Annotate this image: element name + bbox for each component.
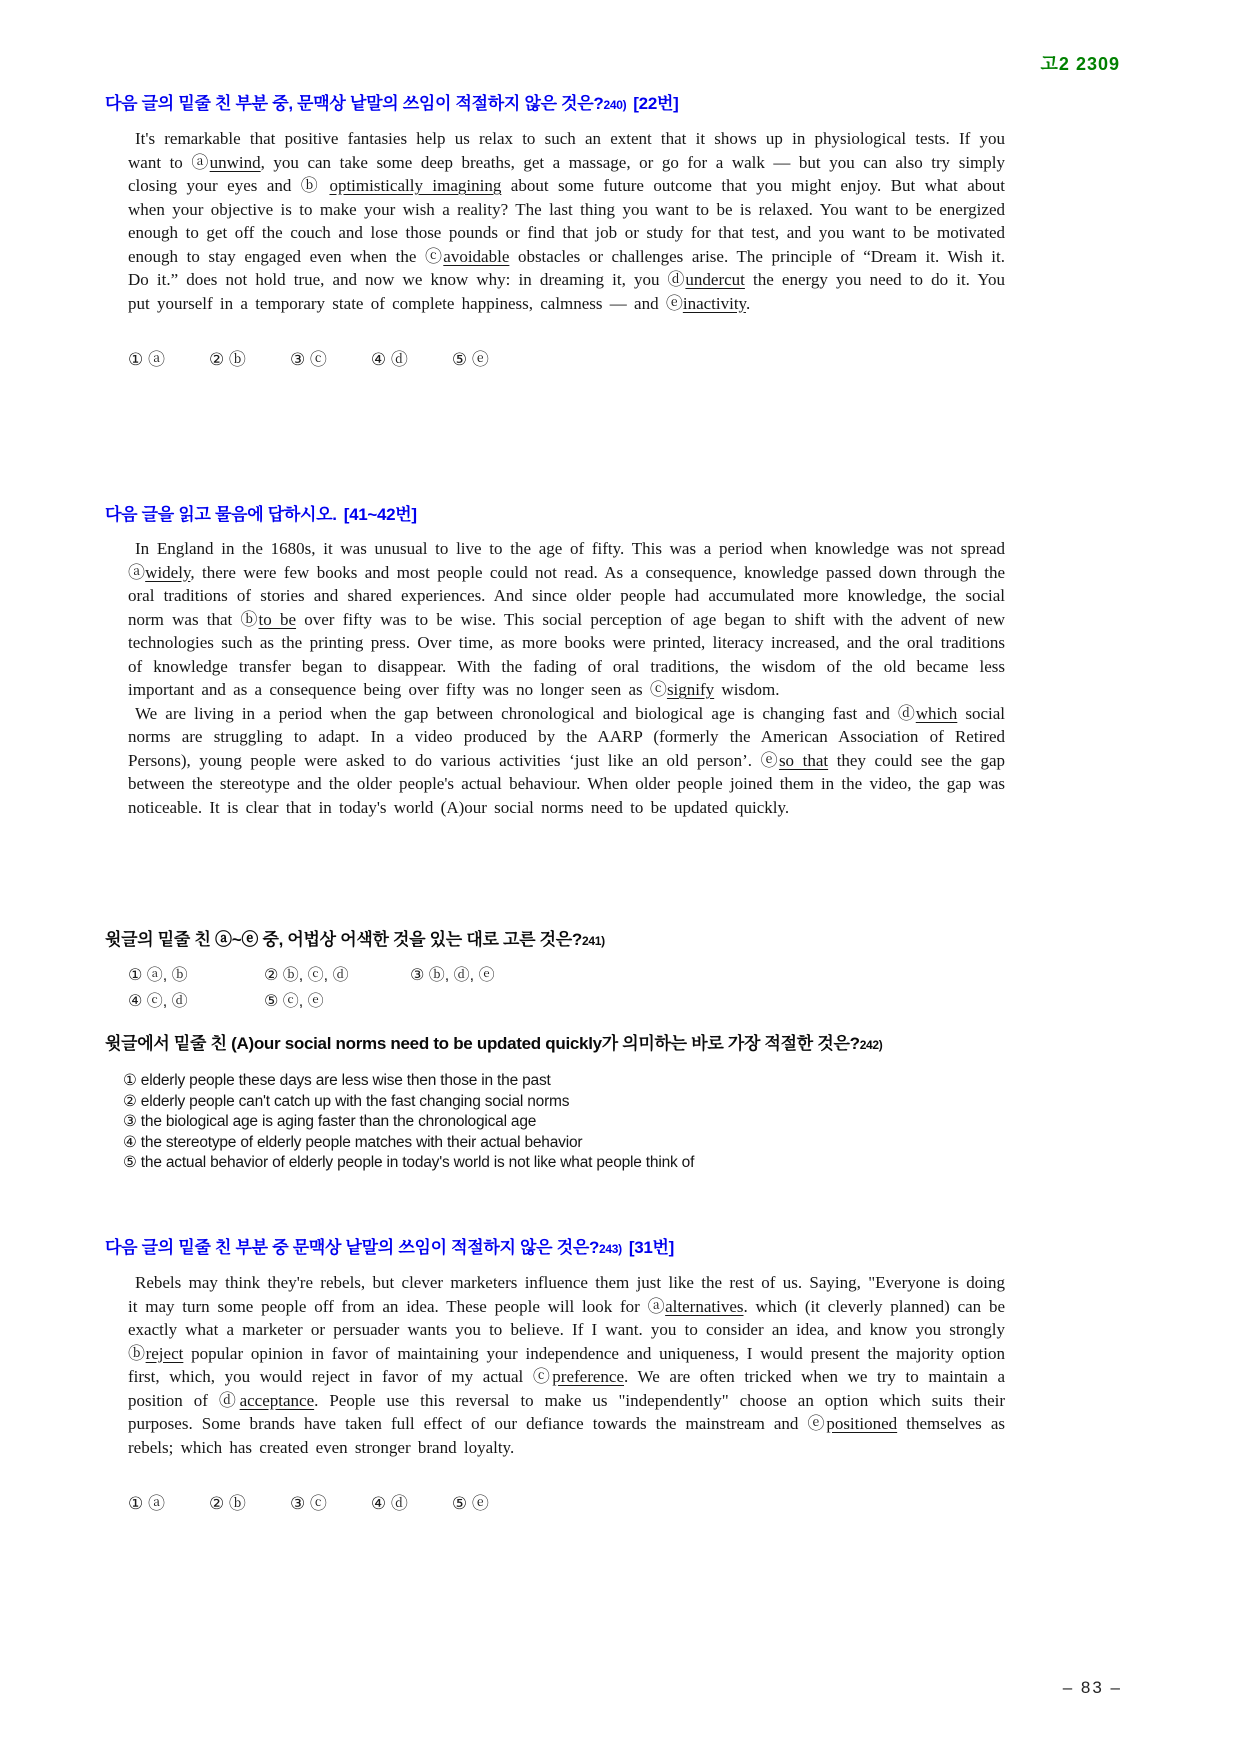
underlined-word: reject <box>145 1343 184 1363</box>
option-2: ② elderly people can't catch up with the fast changing social norms <box>123 1092 570 1110</box>
underlined-word: optimistically imagining <box>329 176 502 195</box>
question-242-section <box>105 1032 1010 1174</box>
underlined-word: preference <box>552 1367 624 1386</box>
choice-4: ④ ⓒ, ⓓ <box>128 993 188 1010</box>
question-243-section <box>105 1236 1010 1514</box>
option-4: ④ the stereotype of elderly people matches with their actual behavior <box>123 1133 583 1151</box>
passage-text: We are living in a period when the gap between chronological and biological age is changing fast and ⓓ <box>135 703 916 723</box>
question-242-title-text: 윗글에서 밑줄 친 (A)our social norms need to be updated quickly가 의미하는 바로 가장 적절한 것은? <box>105 1034 860 1053</box>
choice-4: ④ ⓓ <box>370 1494 408 1513</box>
passage-text: themselves as rebels; which has created even stronger brand loyalty. <box>128 1414 1006 1457</box>
passage-text: wisdom. <box>714 680 780 699</box>
question-240-title <box>105 92 1010 117</box>
option-5: ⑤ the actual behavior of elderly people in today's world is not like what people think of <box>123 1154 695 1171</box>
underlined-word: to be <box>258 609 297 629</box>
passage-41-42-number-tag: [41~42번] <box>343 505 417 524</box>
question-242-title <box>105 1032 1010 1057</box>
question-240-footnote: 240) <box>603 98 627 112</box>
question-241-title-text: 윗글의 밑줄 친 ⓐ~ⓔ 중, 어법상 어색한 것을 있는 대로 고른 것은? <box>105 930 582 949</box>
option-3: ③ the biological age is aging faster than the chronological age <box>123 1113 537 1130</box>
passage-text: . which (it cleverly planned) can be exactly what a marketer or persuader wants you to believe. If I want. you to consider an idea, and know you strongly ⓑ <box>128 1296 1005 1363</box>
question-240-section <box>105 92 1010 370</box>
question-243-title-text: 다음 글의 밑줄 친 부분 중 문맥상 낱말의 쓰임이 적절하지 않은 것은? <box>105 1238 600 1257</box>
choice-2: ② ⓑ <box>208 350 246 369</box>
question-242-footnote: 242) <box>859 1038 883 1052</box>
choice-3: ③ ⓑ, ⓓ, ⓔ <box>410 967 495 984</box>
passage-41-42-paragraph-2 <box>128 702 1005 820</box>
question-240-passage <box>128 127 1005 315</box>
choice-3: ③ ⓒ <box>289 1494 327 1513</box>
underlined-word: unwind <box>209 152 261 172</box>
page-header-code: 고2 2309 <box>1040 54 1120 74</box>
question-242-options <box>123 1071 1010 1174</box>
passage-text: , you can take some deep breaths, get a massage, or go for a walk — but you can also try simply closing your eyes and ⓑ <box>128 152 1005 195</box>
passage-41-42-paragraph-1 <box>128 537 1005 702</box>
question-240-choices <box>128 345 1010 370</box>
choice-1: ① ⓐ, ⓑ <box>128 967 188 984</box>
question-240-title-text: 다음 글의 밑줄 친 부분 중, 문맥상 낱말의 쓰임이 적절하지 않은 것은? <box>105 94 604 113</box>
question-243-choices <box>128 1489 1010 1514</box>
underlined-word: positioned <box>826 1414 898 1433</box>
choice-5: ⑤ ⓔ <box>451 350 489 369</box>
underlined-word: undercut <box>685 270 745 289</box>
choice-2: ② ⓑ, ⓒ, ⓓ <box>264 967 349 984</box>
choice-3: ③ ⓒ <box>289 350 327 369</box>
choice-1: ① ⓐ <box>128 1494 165 1513</box>
passage-text: Rebels may think they're rebels, but clever marketers influence them just like the rest of us. Saying, "Everyone is doing it may turn some people off from an idea. These people will look for ⓐ <box>128 1273 1005 1316</box>
passage-text: popular opinion in favor of maintaining your independence and uniqueness, I would present the majority option first, which, you would reject in favor of my actual ⓒ <box>128 1343 1006 1386</box>
underlined-word: alternatives <box>665 1296 744 1316</box>
question-241-footnote: 241) <box>582 934 605 948</box>
passage-text: It's remarkable that positive fantasies help us relax to such an extent that it shows up in physiological tests. If you want to ⓐ <box>128 129 1005 172</box>
question-241-title <box>105 928 1010 953</box>
passage-41-42-title <box>105 503 1010 527</box>
passage-text: In England in the 1680s, it was unusual to live to the age of fifty. This was a period when knowledge was not spread ⓐ <box>128 539 1005 582</box>
underlined-word: avoidable <box>443 246 510 266</box>
question-241-section <box>105 928 1010 1013</box>
passage-text: about some future outcome that you might enjoy. But what about when your objective is to make your wish a reality? The last thing you want to be is relaxed. You want to be energized enough to get off the couch and lose those pounds or find that job or study for that test, and you want to be motivated enough to stay engaged even when the ⓒ <box>128 176 1005 266</box>
question-240-number-tag: [22번] <box>633 94 679 113</box>
passage-text: over fifty was to be wise. This social perception of age began to shift with the advent of new technologies such as the printing press. Over time, as more books were printed, literacy increased, and the oral traditions of knowledge transfer began to disappear. With the fading of oral traditions, the wisdom of the old became less important and as a consequence being over fifty was no longer seen as ⓒ <box>128 609 1005 699</box>
underlined-word: inactivity <box>682 293 746 313</box>
passage-text: social norms are struggling to adapt. In a video produced by the AARP (formerly the American Association of Retired Persons), young people were asked to do various activities ‘just like an old person’. ⓔ <box>128 703 1006 770</box>
choice-5: ⑤ ⓔ <box>451 1494 489 1513</box>
question-243-footnote: 243) <box>599 1242 622 1256</box>
question-241-choices <box>128 965 1010 1013</box>
page-number: – 83 – <box>1062 1678 1122 1697</box>
passage-text: , there were few books and most people could not read. As a consequence, knowledge passed down through the oral traditions of stories and shared experiences. And since older people had accumulated more knowledge, the social norm was that ⓑ <box>128 562 1005 629</box>
question-243-passage <box>128 1271 1005 1459</box>
underlined-word: signify <box>666 680 715 699</box>
passage-text: the energy you need to do it. You put yourself in a temporary state of complete happiness, calmness — and ⓔ <box>128 270 1005 313</box>
choice-2: ② ⓑ <box>208 1494 246 1513</box>
question-243-number-tag: [31번] <box>628 1238 675 1257</box>
choice-4: ④ ⓓ <box>370 350 408 369</box>
passage-text: they could see the gap between the stereotype and the older people's actual behaviour. When older people joined them in the video, the gap was noticeable. It is clear that in today's world (A)our social norms need to be updated quickly. <box>128 750 1006 817</box>
passage-text: . People use this reversal to make us "independently" choose an option which suits their purposes. Some brands have taken full effect of our defiance towards the mainstream and ⓔ <box>128 1390 1005 1433</box>
underlined-word: which <box>915 703 958 723</box>
question-243-title <box>105 1236 1010 1261</box>
choice-1: ① ⓐ <box>128 350 165 369</box>
passage-text: obstacles or challenges arise. The principle of “Dream it. Wish it. Do it.” does not hold true, and now we know why: in dreaming it, you ⓓ <box>128 246 1005 289</box>
passage-text: . We are often tricked when we try to maintain a position of ⓓ <box>128 1367 1006 1410</box>
underlined-word: so that <box>778 750 829 770</box>
option-1: ① elderly people these days are less wise then those in the past <box>123 1072 551 1089</box>
passage-text: . <box>745 293 751 313</box>
underlined-word: acceptance <box>239 1390 315 1410</box>
passage-41-42-section <box>105 503 1010 819</box>
underlined-word: widely <box>145 562 191 582</box>
passage-41-42-title-text: 다음 글을 읽고 물음에 답하시오. <box>105 505 337 524</box>
choice-5: ⑤ ⓒ, ⓔ <box>264 993 324 1010</box>
